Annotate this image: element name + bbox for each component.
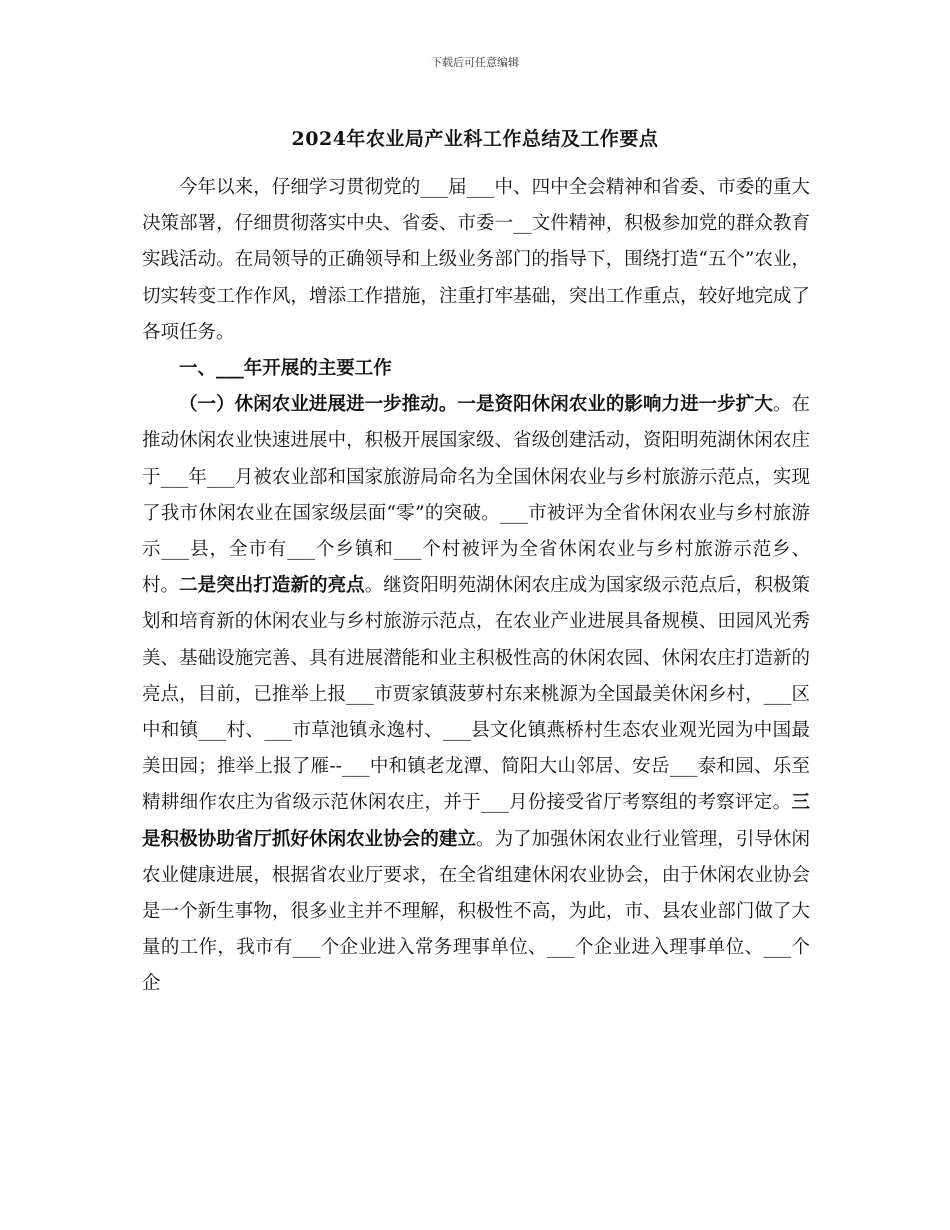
bold-lead-1: （一）休闲农业进展进一步推动。一是资阳休闲农业的影响力进一步扩大 — [179, 394, 773, 416]
document-body — [142, 170, 810, 1003]
body-text-2: 。继资阳明苑湖休闲农庄成为国家级示范点后，积极策划和培育新的休闲农业与乡村旅游示范点，在农业产业进展具备规模、田园风光秀美、基础设施完善、具有进展潜能和业主积极性高的休闲农园、休闲农庄打造新的亮点，目前，已推举上报___市贾家镇菠萝村东来桃源为全国最美休闲乡村，___区中和镇___村、___市草池镇永逸村、___县文化镇燕桥村生态农业观光园为中国最美田园；推举上报了雁--___中和镇老龙潭、简阳大山邻居、安岳___泰和园、乐至精耕细作农庄为省级示范休闲农庄，并于___月份接受省厅考察组的考察评定。 — [142, 575, 810, 814]
bold-lead-2: 二是突出打造新的亮点 — [179, 575, 365, 597]
body-text-1: 。在推动休闲农业快速进展中，积极开展国家级、省级创建活动，资阳明苑湖休闲农庄于___年___月被农业部和国家旅游局命名为全国休闲农业与乡村旅游示范点，实现了我市休闲农业在国家级层面“零”的突破。___市被评为全省休闲农业与乡村旅游示___县，全市有___个乡镇和___个村被评为全省休闲农业与乡村旅游示范乡、村。 — [142, 394, 810, 597]
intro-paragraph: 今年以来，仔细学习贯彻党的___届___中、四中全会精神和省委、市委的重大决策部署，仔细贯彻落实中央、省委、市委一__文件精神，积极参加党的群众教育实践活动。在局领导的正确领导和上级业务部门的指导下，围绕打造“五个”农业，切实转变工作作风，增添工作措施，注重打牢基础，突出工作重点，较好地完成了各项任务。 — [142, 177, 810, 343]
section-heading: 一、___年开展的主要工作 — [179, 358, 392, 380]
document-title: 2024年农业局产业科工作总结及工作要点 — [291, 128, 659, 150]
page-header-note: 下载后可任意编辑 — [431, 56, 519, 69]
leisure-agriculture-paragraph — [142, 387, 810, 1002]
bold-lead-3: 三是积极协助省厅抓好休闲农业协会的建立 — [142, 792, 810, 850]
body-text-3: 。为了加强休闲农业行业管理，引导休闲农业健康进展，根据省农业厅要求，在全省组建休闲农业协会，由于休闲农业协会是一个新生事物，很多业主并不理解，积极性不高，为此，市、县农业部门做了大量的工作，我市有___个企业进入常务理事单位、___个企业进入理事单位、___个企 — [142, 828, 810, 995]
